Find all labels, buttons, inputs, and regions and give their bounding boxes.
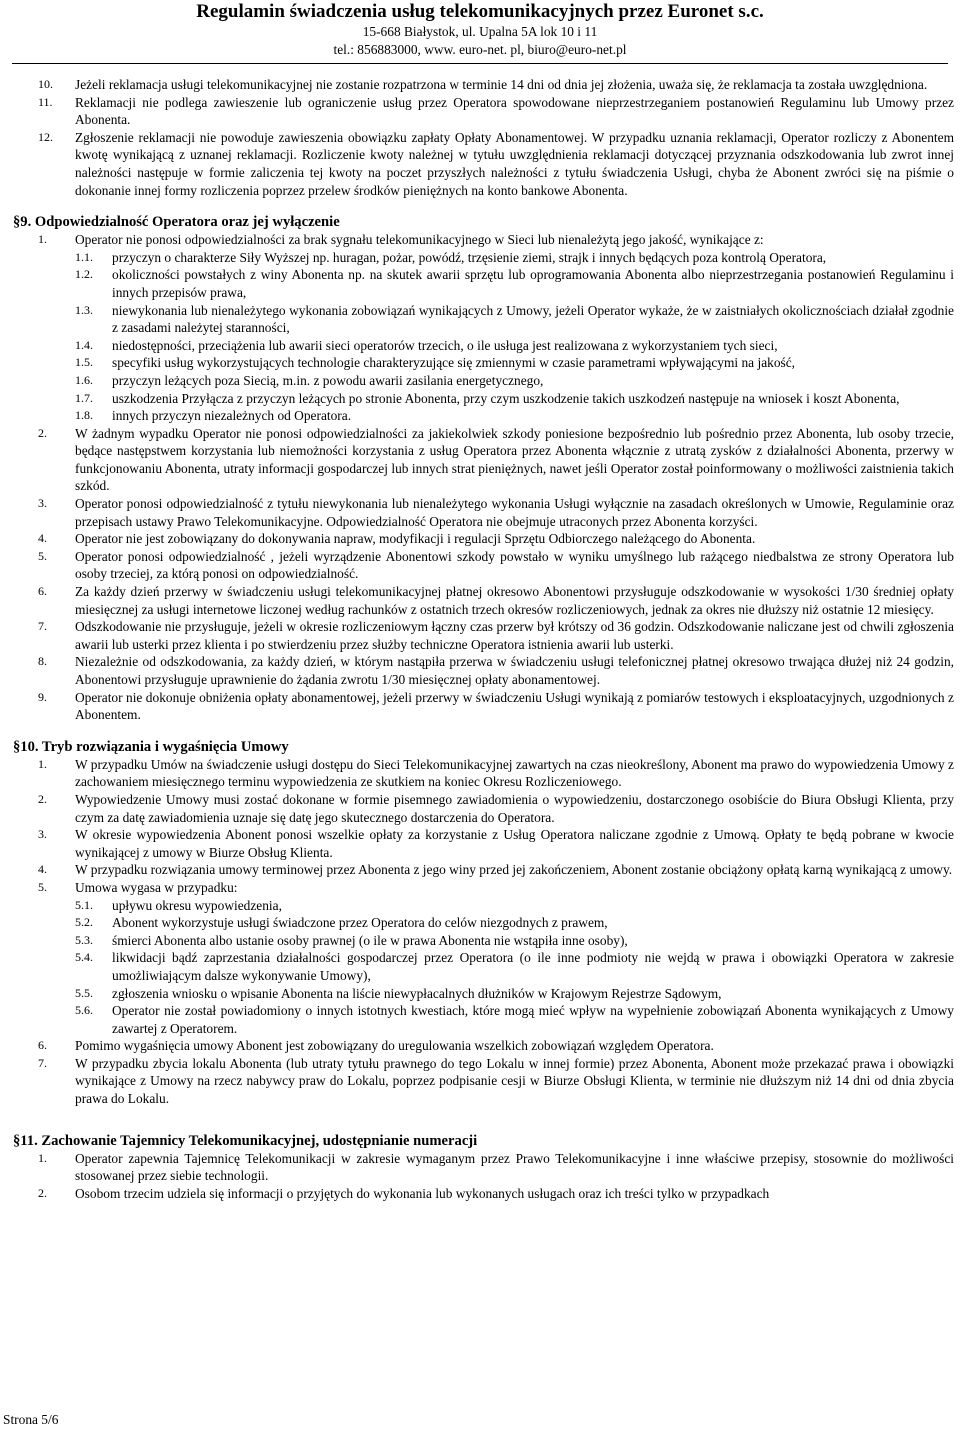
item-number: 7.: [38, 1055, 47, 1070]
list-item: [0, 495, 960, 530]
list-item: [0, 583, 960, 618]
item-text: W przypadku rozwiązania umowy terminowej przez Abonenta z jego winy przed jej zakończeniem, Abonent zostanie obciążony opłatą karną wynikającą z umowy.: [75, 862, 953, 878]
sub-item-text: upływu okresu wypowiedzenia,: [112, 897, 282, 913]
sub-item-text: śmierci Abonenta albo ustanie osoby prawnej (o ile w prawa Abonenta nie wstąpiła inne osoby),: [112, 932, 628, 948]
item-number: 1.: [38, 1150, 47, 1165]
sub-item-text: uszkodzenia Przyłącza z przyczyn leżących po stronie Abonenta, przy czym uszkodzenie takich uszkodzeń następuje na wniosek i koszt Abonenta,: [112, 390, 900, 406]
section10-subitems: [0, 897, 960, 1038]
item-text: Reklamacji nie podlega zawieszenie lub ograniczenie usług przez Operatora spowodowane nieprzestrzeganiem postanowień Regulaminu lub Umowy przez Abonenta.: [75, 94, 954, 128]
item-number: 1.: [38, 756, 47, 771]
sub-item-number: 1.2.: [75, 267, 93, 282]
page-number: Strona 5/6: [3, 1412, 59, 1427]
item-text: Jeżeli reklamacja usługi telekomunikacyjnej nie zostanie rozpatrzona w terminie 14 dni od dnia jej złożenia, uważa się, że reklamacja ta została uwzględniona.: [75, 77, 928, 92]
sub-item: [37, 985, 960, 1003]
list-item: [0, 879, 960, 897]
item-text: Operator nie jest zobowiązany do dokonywania napraw, modyfikacji i regulacji Sprzętu Odbiorczego należącego do Abonenta.: [75, 531, 756, 547]
item-number: 12.: [38, 129, 53, 144]
sub-item-text: likwidacji bądź zaprzestania działalności gospodarczej przez Operatora (o ile inne podmioty nie wejdą w prawa i obowiązki Operatora w zakresie umożliwiającym dalsze wykonywanie Umowy),: [112, 950, 954, 983]
sub-item-number: 5.5.: [75, 985, 93, 1000]
list-item: [0, 618, 960, 653]
sub-item: [37, 302, 960, 337]
item-number: 5.: [38, 548, 47, 563]
top-items-list: [0, 76, 960, 199]
item-text: Operator nie ponosi odpowiedzialności za brak sygnału telekomunikacyjnego w Sieci lub nienależytą jego jakość, wynikające z:: [75, 232, 764, 248]
list-item: [0, 689, 960, 724]
item-number: 2.: [38, 425, 47, 440]
item-text: Osobom trzecim udziela się informacji o przyjętych do wykonania lub wykonanych usługach oraz ich treści tylko w przypadkach: [75, 1185, 770, 1201]
item-number: 2.: [38, 791, 47, 806]
item-number: 3.: [38, 827, 47, 842]
item-text: Wypowiedzenie Umowy musi zostać dokonane w formie pisemnego zawiadomienia o wypowiedzeniu, dostarczonego osobiście do Biura Obsługi Klienta, przy czym za datę zawiadomienia uznaje się datę jego skutecznego dostarczenia do Operatora.: [75, 791, 954, 825]
item-text: Operator ponosi odpowiedzialność z tytułu niewykonania lub nienależytego wykonania Usługi wyłącznie na zasadach określonych w Umowie, Regulaminie oraz przepisach ustawy Prawo Telekomunikacyjne. Odpowiedzialność Operatora nie obejmuje utraconych przez Abonenta korzyści.: [75, 496, 954, 529]
sub-item-number: 5.3.: [75, 932, 93, 947]
sub-item-text: specyfiki usług wykorzystujących technologie charakteryzujące się zmiennymi w czasie parametrami wpływającymi na jakość,: [112, 355, 796, 371]
item-number: 2.: [38, 1185, 47, 1200]
sub-item: [37, 932, 960, 950]
sub-item: [37, 1002, 960, 1037]
list-item: [0, 548, 960, 583]
item-number: 4.: [38, 531, 47, 546]
list-item: [0, 530, 960, 548]
sub-item-number: 1.4.: [75, 337, 93, 352]
item-text: Niezależnie od odszkodowania, za każdy dzień, w którym nastąpiła przerwa w świadczeniu usługi telefonicznej płatnej okresowo trwająca dłużej niż 24 godzin, Abonentowi przysługuje uprawnienie do żądania zwrotu 1/30 miesięcznej opłaty abonamentowej.: [75, 654, 954, 687]
section11-title: §11. Zachowanie Tajemnicy Telekomunikacyjnej, udostępnianie numeracji: [13, 1132, 478, 1149]
list-item: [0, 76, 960, 94]
item-text: Pomimo wygaśnięcia umowy Abonent jest zobowiązany do uregulowania wszelkich zobowiązań względem Operatora.: [75, 1038, 714, 1054]
sub-item-number: 5.2.: [75, 915, 93, 930]
document-header: [0, 0, 960, 64]
item-number: 7.: [38, 619, 47, 634]
list-item: [0, 94, 960, 129]
sub-item-number: 5.6.: [75, 1003, 93, 1018]
sub-item: [37, 337, 960, 355]
sub-item: [37, 897, 960, 915]
header-rule: [12, 63, 948, 64]
item-text: Operator zapewnia Tajemnicę Telekomunikacji w zakresie wymaganym przez Prawo Telekomunikacyjne i inne właściwe przepisy, stosownie do możliwości stosowanej przez siebie technologii.: [75, 1150, 954, 1184]
sub-item: [37, 390, 960, 408]
item-number: 8.: [38, 654, 47, 669]
item-text: W przypadku zbycia lokalu Abonenta (lub utraty tytułu prawnego do tego Lokalu w innej formie) przez Abonenta, Abonent może przekazać prawa i obowiązki wynikające z Umowy na rzecz nabywcy praw do Lokalu, poprzez podpisanie cesji w Biurze Obsługi Klienta, w terminie nie dłuższym niż 14 dni od dnia zbycia prawa do Lokalu.: [75, 1055, 954, 1107]
sub-item-text: Abonent wykorzystuje usługi świadczone przez Operatora do celów niezgodnych z prawem,: [112, 915, 608, 931]
sub-item-text: innych przyczyn niezależnych od Operatora.: [112, 408, 352, 424]
item-number: 10.: [38, 77, 53, 91]
sub-item-text: okoliczności powstałych z winy Abonenta np. na skutek awarii sprzętu lub oprogramowania Abonenta albo nieprzestrzegania postanowień Regulaminu i innych przepisów prawa,: [112, 267, 954, 300]
sub-item: [37, 249, 960, 267]
sub-item-text: niewykonania lub nienależytego wykonania zobowiązań wynikających z Umowy, jeżeli Operator wykaże, że w zaistniałych okolicznościach działał zgodnie z zasadami należytej staranności,: [112, 302, 954, 336]
section11-items: [0, 1150, 960, 1203]
item-text: Operator ponosi odpowiedzialność , jeżeli wyrządzenie Abonentowi szkody powstało w wyniku umyślnego lub rażącego niedbalstwa ze strony Operatora lub osoby trzeciej, za którą ponosi on odpowiedzialność.: [75, 548, 954, 582]
item-text: W okresie wypowiedzenia Abonent ponosi wszelkie opłaty za korzystanie z Usług Operatora naliczane zgodnie z Umową. Opłaty te będą pobrane w kwocie wynikającej z umowy w Biurze Obsług Klienta.: [75, 827, 954, 860]
item-number: 9.: [38, 689, 47, 704]
section10-title: §10. Tryb rozwiązania i wygaśnięcia Umowy: [13, 738, 289, 755]
section10-items-a: [0, 756, 960, 897]
sub-item-number: 1.1.: [75, 249, 93, 264]
sub-item-number: 1.6.: [75, 372, 93, 387]
list-item: [0, 756, 960, 791]
list-item: [0, 1037, 960, 1055]
list-item: [0, 1055, 960, 1108]
item-number: 5.: [38, 879, 47, 894]
sub-item-text: Operator nie został powiadomiony o innych istotnych kwestiach, które mogą mieć wpływ na wypełnienie zobowiązań Abonenta wynikających z Umowy zawartej z Operatorem.: [112, 1003, 954, 1036]
list-item: [0, 425, 960, 495]
sub-item: [37, 266, 960, 301]
list-item: [0, 861, 960, 879]
item-number: 4.: [38, 862, 47, 877]
sub-item: [37, 949, 960, 984]
sub-item-number: 1.5.: [75, 355, 93, 370]
item-number: 6.: [38, 1038, 47, 1053]
list-item: [0, 826, 960, 861]
document-title: Regulamin świadczenia usług telekomunikacyjnych przez Euronet s.c.: [196, 1, 764, 22]
list-item: [0, 653, 960, 688]
item-number: 6.: [38, 584, 47, 599]
list-item: [0, 129, 960, 199]
item-number: 1.: [38, 232, 47, 247]
list-item: [0, 1185, 960, 1203]
sub-item-text: zgłoszenia wniosku o wpisanie Abonenta na liście niewypłacalnych dłużników w Krajowym Rejestrze Sądowym,: [112, 985, 722, 1001]
sub-item: [37, 372, 960, 390]
company-contact: tel.: 856883000, www. euro-net. pl, biuro@euro-net.pl: [333, 42, 627, 57]
item-text: Operator nie dokonuje obniżenia opłaty abonamentowej, jeżeli przerwy w świadczeniu Usługi wynikają z pomiarów testowych i eksploatacyjnych, uzgodnionych z Abonentem.: [75, 689, 954, 723]
item-text: W żadnym wypadku Operator nie ponosi odpowiedzialności za jakiekolwiek szkody poniesione bezpośrednio lub pośrednio przez Abonenta, lub osoby trzecie, będące następstwem korzystania lub niemożności korzystania z usług Operatora przez Abonenta włącznie z utratą zysków z działalności Abonenta, przerwy w funkcjonowaniu Abonenta, utraty informacji gospodarczej lub innych strat pieniężnych, nawet jeśli Operator został poinformowany o możliwości zaistnienia takich szkód.: [75, 425, 954, 494]
section9-items: [0, 425, 960, 724]
sub-item-number: 5.4.: [75, 950, 93, 965]
company-address: 15-668 Białystok, ul. Upalna 5A lok 10 i 11: [362, 24, 598, 39]
list-item: [0, 791, 960, 826]
item-text: Odszkodowanie nie przysługuje, jeżeli w okresie rozliczeniowym łączny czas przerw był krótszy od 36 godzin. Odszkodowanie naliczane jest od chwili zgłoszenia awarii lub usterki przez klienta i po stwierdzeniu przez służby techniczne Operatora istnienia awarii lub usterki.: [75, 619, 954, 652]
item-text: Za każdy dzień przerwy w świadczeniu usługi telekomunikacyjnej płatnej okresowo Abonentowi przysługuje odszkodowanie w wysokości 1/30 średniej opłaty miesięcznej za usługi internetowe liczonej według rachunków z ostatnich trzech okresów rozliczeniowych, jednak za okres nie dłuższy niż ostatnie 12 miesięcy.: [75, 584, 954, 617]
item-number: 11.: [38, 94, 53, 109]
sub-item: [37, 354, 960, 372]
sub-item: [37, 914, 960, 932]
sub-item-text: niedostępności, przeciążenia lub awarii sieci operatorów trzecich, o ile usługa jest realizowana z wykorzystaniem tych sieci,: [112, 337, 778, 353]
section9-subitems: [0, 249, 960, 425]
sub-item-number: 1.7.: [75, 390, 93, 405]
item-text: W przypadku Umów na świadczenie usługi dostępu do Sieci Telekomunikacyjnej zawartych na czas nieokreślony, Abonent ma prawo do wypowiedzenia Umowy z zachowaniem miesięcznego terminu wypowiedzenia ze skutkiem na koniec Okresu Rozliczeniowego.: [75, 756, 954, 790]
sub-item: [37, 407, 960, 425]
section9-title: §9. Odpowiedzialność Operatora oraz jej wyłączenie: [13, 214, 340, 231]
list-item: [0, 1150, 960, 1185]
item-number: 3.: [38, 496, 47, 511]
sub-item-text: przyczyn o charakterze Siły Wyższej np. huragan, pożar, powódź, trzęsienie ziemi, strajk i innych będących poza kontrolą Operatora,: [112, 249, 827, 265]
item-text: Zgłoszenie reklamacji nie powoduje zawieszenia obowiązku zapłaty Opłaty Abonamentowej. W przypadku uznania reklamacji, Operator rozliczy z Abonentem kwotę wynikającą z uznanej reklamacji. Rozliczenie kwoty należnej w tytułu uwzględnienia reklamacji dotyczącej przyznania odszkodowania lub zwrot innej należności następuje w formie zaliczenia tej kwoty na poczet przyszłych należności z tytułu świadczenia Usługi, chyba że Abonent zwróci się na piśmie o dokonanie innej formy rozliczenia poprzez przelew środków pieniężnych na konto bankowe Abonenta.: [75, 129, 954, 198]
item-text: Umowa wygasa w przypadku:: [75, 879, 238, 895]
sub-item-text: przyczyn leżących poza Siecią, m.in. z powodu awarii zasilania energetycznego,: [112, 372, 544, 388]
sub-item-number: 1.8.: [75, 408, 93, 423]
section10-items-b: [0, 1037, 960, 1107]
document-body: [0, 76, 960, 1202]
sub-item-number: 1.3.: [75, 302, 93, 317]
sub-item-number: 5.1.: [75, 897, 93, 912]
section9-item: [0, 231, 960, 249]
